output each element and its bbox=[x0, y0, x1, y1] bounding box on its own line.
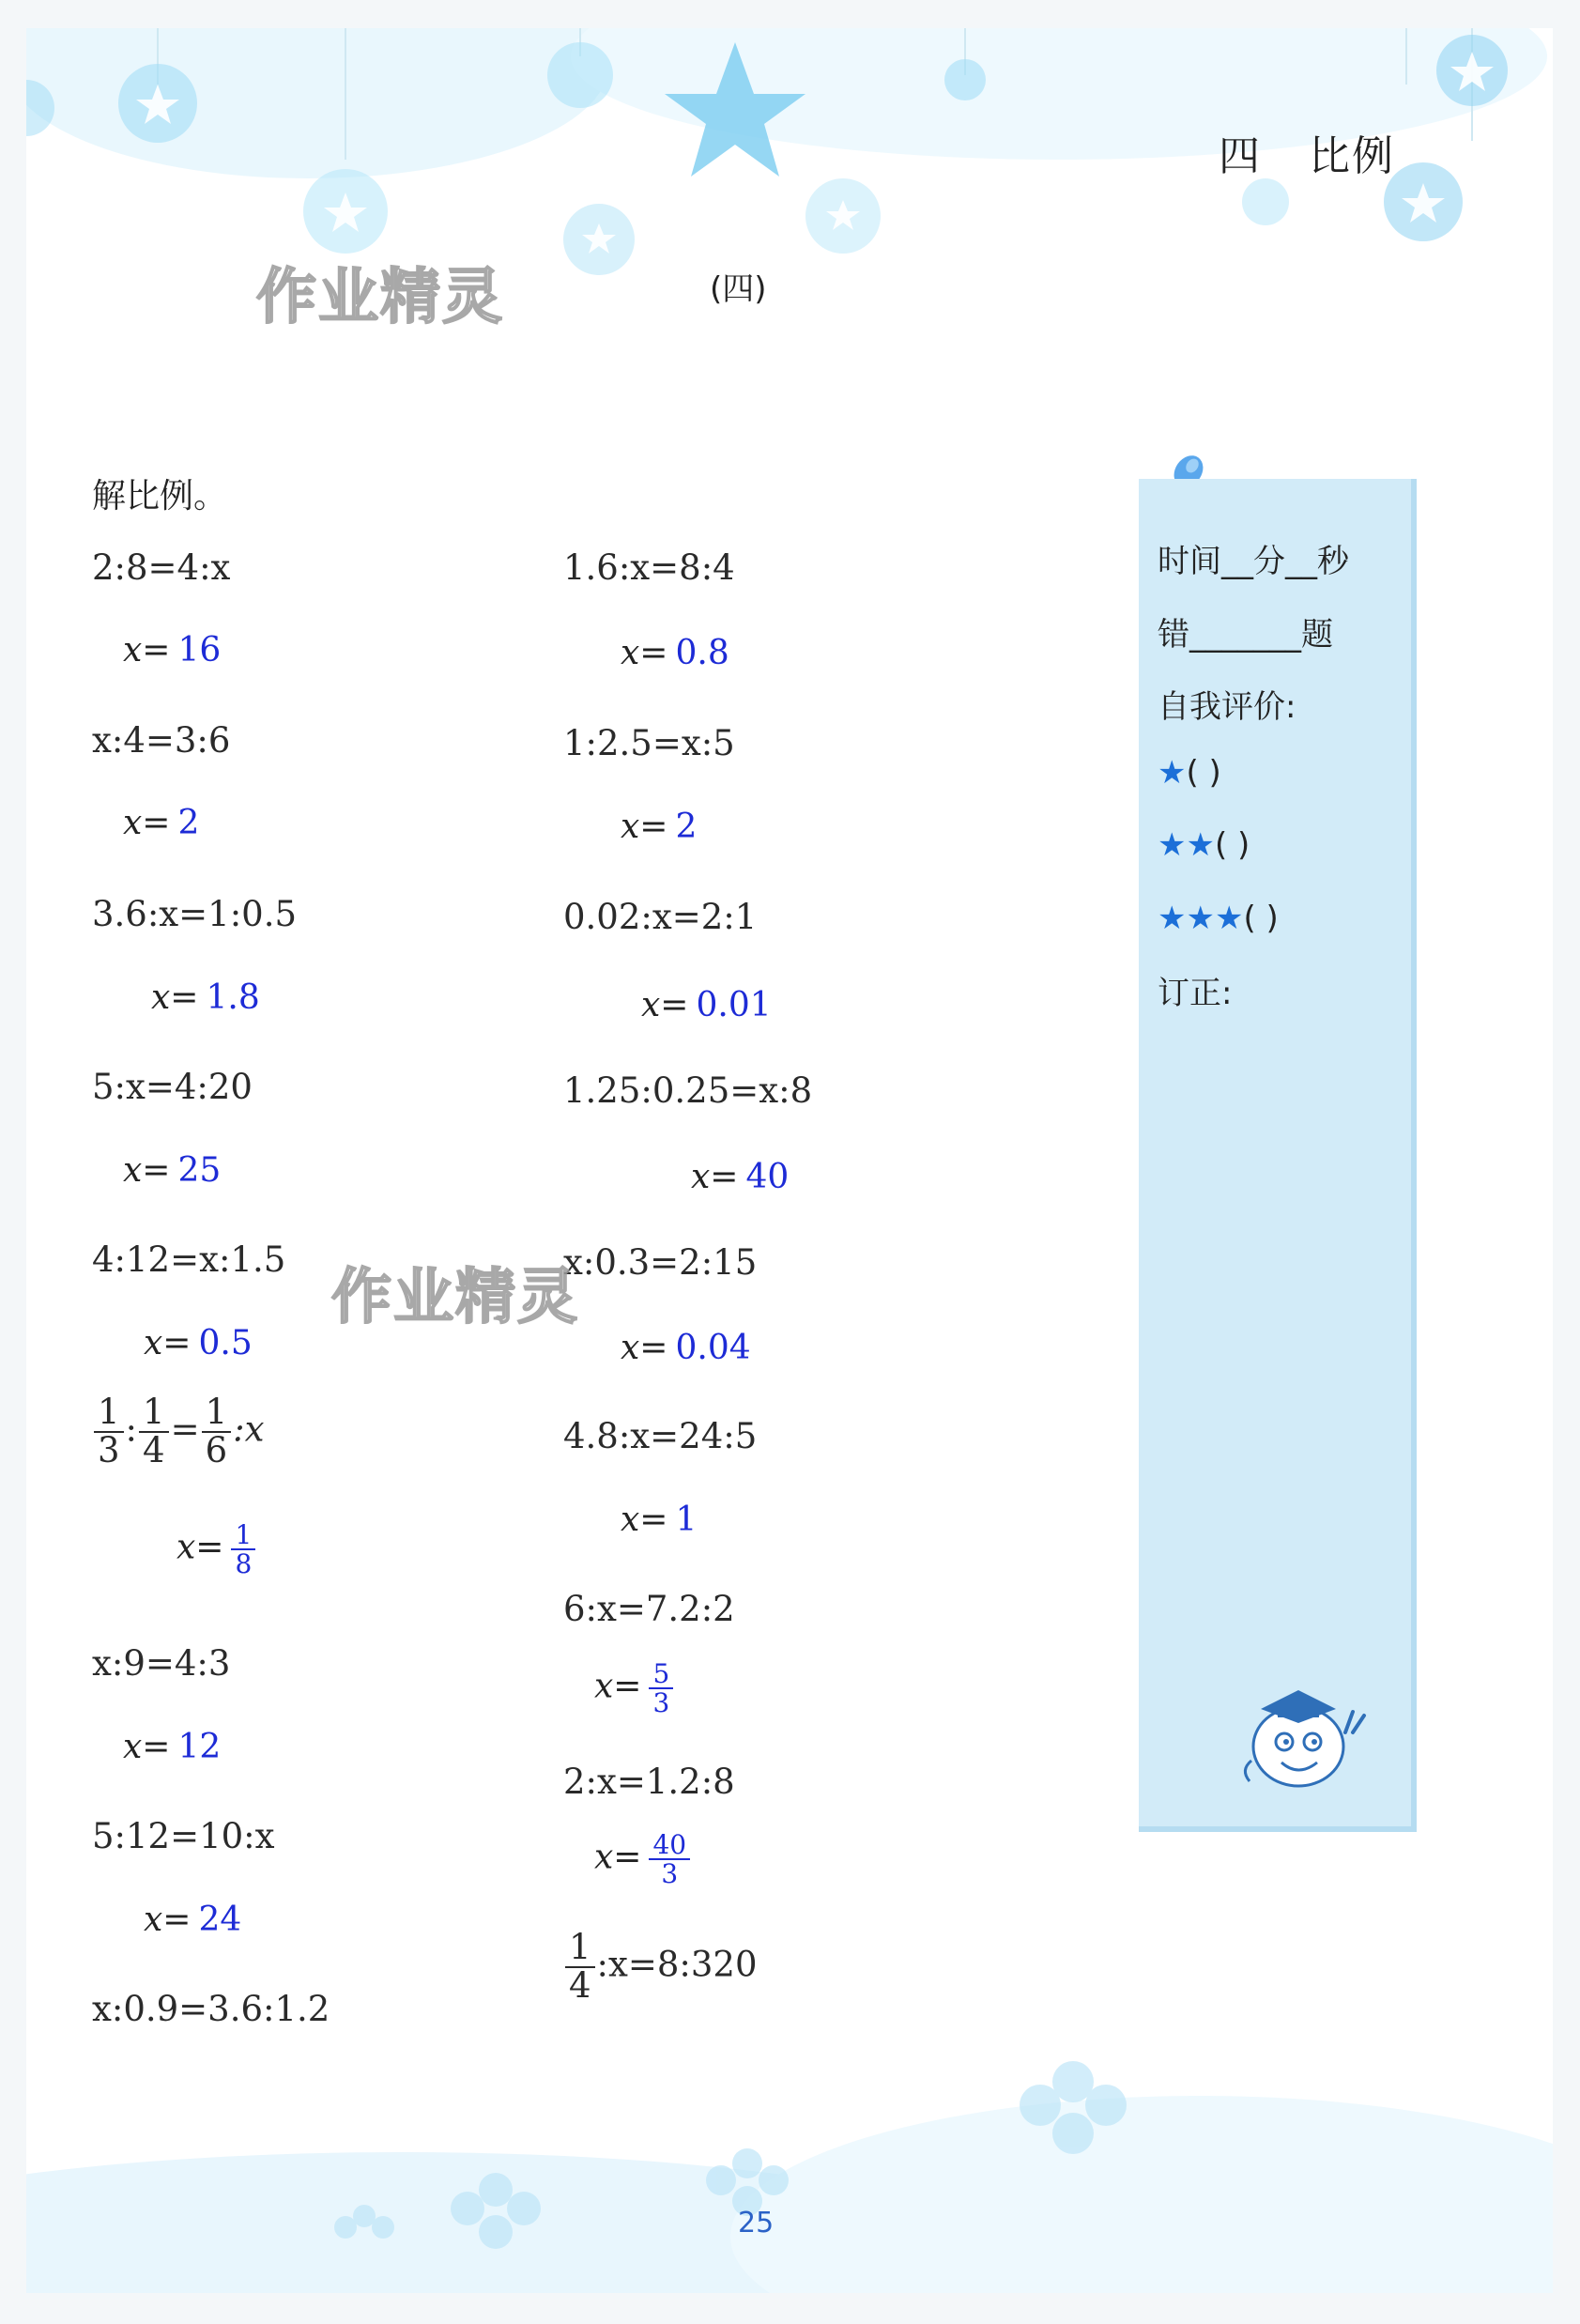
self-evaluation-panel bbox=[1139, 479, 1417, 1832]
equation: 4.8:x=24:5 bbox=[563, 1416, 758, 1456]
watermark: 作业精灵 bbox=[331, 1263, 579, 1332]
answer-value: 0.5 bbox=[198, 1324, 253, 1362]
time-field: 时间__分__秒 bbox=[1158, 543, 1349, 580]
answer-fraction: $\frac{1}{8}$ bbox=[231, 1521, 255, 1578]
answer-label: x= bbox=[691, 1158, 739, 1196]
rating-two-stars: ★★( ) bbox=[1158, 826, 1250, 864]
answer bbox=[151, 978, 260, 1017]
instruction: 解比例。 bbox=[92, 477, 228, 516]
fraction-equation bbox=[563, 1927, 758, 2006]
answer bbox=[123, 1151, 221, 1190]
star-icon: ★★ bbox=[1158, 826, 1215, 864]
equation: 1:2.5=x:5 bbox=[563, 723, 735, 763]
answer bbox=[621, 1329, 751, 1367]
answer bbox=[123, 631, 221, 669]
rating-three-stars: ★★★( ) bbox=[1158, 900, 1279, 937]
fraction: $\frac{1}{6}$ bbox=[202, 1394, 232, 1470]
equation: 5:x=4:20 bbox=[92, 1067, 253, 1107]
answer-value: 1.8 bbox=[206, 978, 260, 1017]
equation: x:0.9=3.6:1.2 bbox=[92, 1989, 330, 2029]
equation-tail: :x=8:320 bbox=[596, 1944, 758, 1985]
self-eval-label: 自我评价: bbox=[1158, 688, 1296, 726]
star-icon: ★ bbox=[1158, 754, 1187, 792]
answer-value: 12 bbox=[177, 1728, 222, 1766]
workbook-page bbox=[26, 28, 1553, 2293]
answer-label: x= bbox=[594, 1838, 642, 1877]
answer-label: x= bbox=[123, 804, 171, 842]
mascot-icon bbox=[1223, 1667, 1383, 1798]
answer-value: 40 bbox=[745, 1158, 790, 1196]
answer-label: x= bbox=[123, 1728, 171, 1766]
equation: 1.6:x=8:4 bbox=[563, 547, 735, 588]
answer bbox=[594, 1831, 692, 1888]
fraction: $\frac{1}{3}$ bbox=[94, 1394, 124, 1470]
answer bbox=[123, 804, 199, 842]
answer-label: x= bbox=[144, 1901, 192, 1939]
answer-label: x= bbox=[123, 1151, 171, 1190]
page-number: 25 bbox=[738, 2207, 775, 2239]
equation: 2:x=1.2:8 bbox=[563, 1762, 735, 1802]
answer-label: x= bbox=[641, 986, 689, 1024]
equation: 6:x=7.2:2 bbox=[563, 1589, 735, 1629]
rating-one-star: ★( ) bbox=[1158, 754, 1221, 792]
equation: x:0.3=2:15 bbox=[563, 1242, 758, 1283]
star-icon: ★★★ bbox=[1158, 900, 1244, 937]
answer bbox=[621, 808, 697, 846]
correction-label: 订正: bbox=[1158, 975, 1233, 1012]
equation: 5:12=10:x bbox=[92, 1816, 275, 1856]
fraction: $\frac{1}{4}$ bbox=[139, 1394, 169, 1470]
answer bbox=[691, 1158, 789, 1196]
answer-value: 16 bbox=[177, 631, 222, 669]
equation: 1.25:0.25=x:8 bbox=[563, 1070, 813, 1111]
answer-label: x= bbox=[123, 631, 171, 669]
errors-field: 错_______题 bbox=[1158, 616, 1333, 654]
answer bbox=[594, 1660, 675, 1717]
chapter-number: 四 bbox=[1219, 132, 1262, 180]
answer-value: 25 bbox=[177, 1151, 222, 1190]
answer-label: x= bbox=[621, 808, 668, 846]
answer-value: 0.01 bbox=[696, 986, 772, 1024]
answer-value: 0.04 bbox=[675, 1329, 751, 1367]
answer-fraction: $\frac{5}{3}$ bbox=[649, 1660, 673, 1717]
equation: 4:12=x:1.5 bbox=[92, 1239, 286, 1280]
answer-label: x= bbox=[621, 634, 668, 672]
answer-label: x= bbox=[144, 1324, 192, 1362]
answer-fraction: $\frac{40}{3}$ bbox=[649, 1831, 690, 1888]
chapter-title bbox=[1219, 122, 1395, 182]
watermark: 作业精灵 bbox=[256, 263, 504, 332]
answer bbox=[144, 1324, 253, 1362]
answer-value: 2 bbox=[675, 808, 698, 846]
top-decoration bbox=[26, 28, 1553, 366]
answer bbox=[123, 1728, 221, 1766]
answer-label: x= bbox=[594, 1667, 642, 1706]
answer bbox=[641, 986, 772, 1024]
equation: x:4=3:6 bbox=[92, 720, 231, 761]
lesson-number: (四) bbox=[710, 270, 767, 308]
answer-label: x= bbox=[621, 1501, 668, 1539]
answer-value: 0.8 bbox=[675, 634, 729, 672]
chapter-name: 比例 bbox=[1309, 132, 1395, 180]
answer bbox=[144, 1901, 241, 1939]
fraction-equation: $\frac{1}{3}$ : $\frac{1}{4}$ = $\frac{1}{6}$ :x bbox=[92, 1394, 264, 1470]
bottom-decoration bbox=[26, 2049, 1553, 2293]
answer bbox=[176, 1521, 257, 1578]
answer bbox=[621, 1501, 697, 1539]
answer-label: x= bbox=[176, 1528, 224, 1567]
answer-label: x= bbox=[151, 978, 199, 1017]
answer bbox=[621, 634, 729, 672]
equation: x:9=4:3 bbox=[92, 1643, 231, 1684]
answer-label: x= bbox=[621, 1329, 668, 1367]
equation: 2:8=4:x bbox=[92, 547, 231, 588]
equation: 3.6:x=1:0.5 bbox=[92, 894, 298, 934]
answer-value: 2 bbox=[177, 804, 200, 842]
equation: 0.02:x=2:1 bbox=[563, 897, 758, 937]
answer-value: 1 bbox=[675, 1501, 698, 1539]
fraction: $\frac{1}{4}$ bbox=[565, 1930, 595, 2005]
answer-value: 24 bbox=[198, 1901, 242, 1939]
